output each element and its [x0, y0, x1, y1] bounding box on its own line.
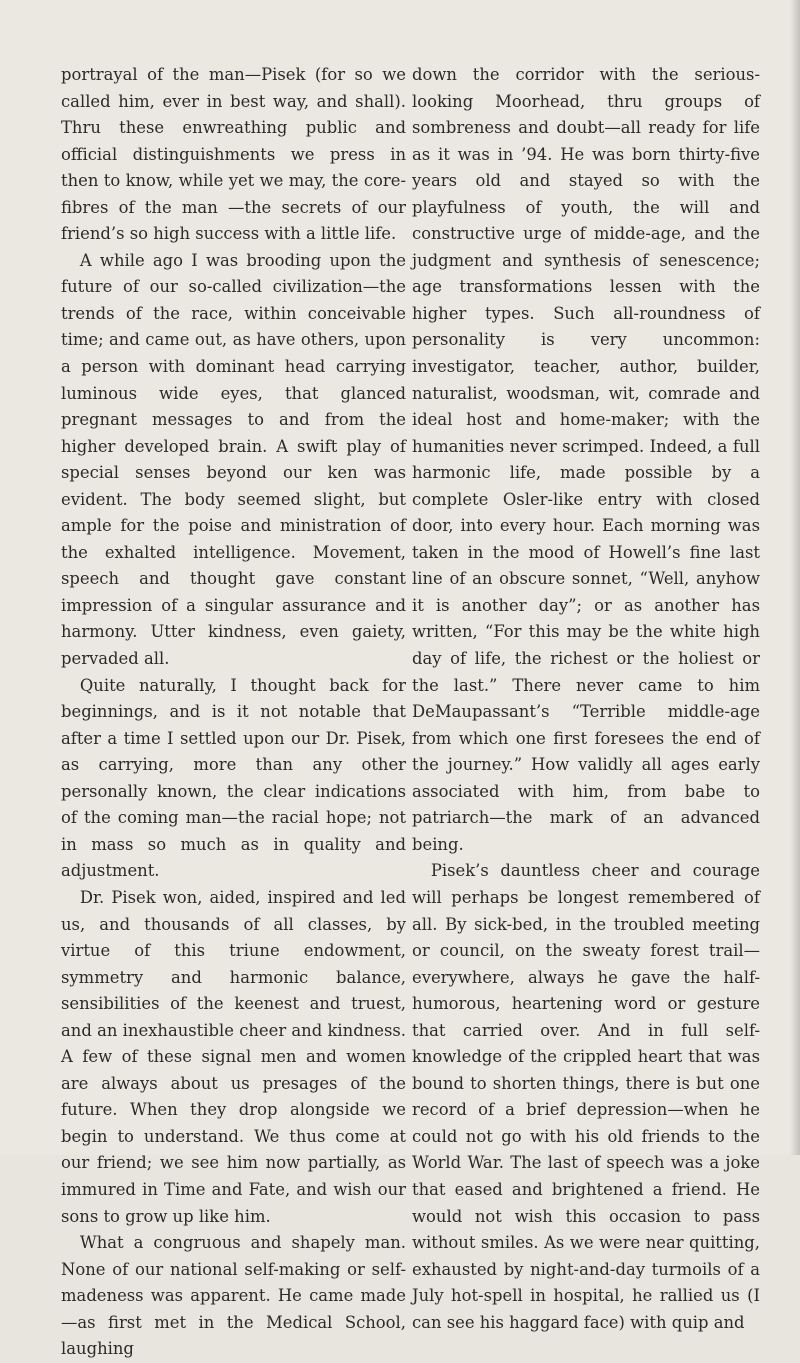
- paragraph: portrayal of the man—Pisek (for so we called him, ever in best way, and shall). Thru these enwreathing public and official distinguishments we press in then to know, while yet we may, the core-fibres of the man —the secrets of our friend’s so high success with a little life.: [61, 65, 406, 244]
- paragraph: down the corridor with the serious-looking Moorhead, thru groups of sombreness and doubt—all ready for life as it was in ’94. He was born thirty-five years old and stayed so with the playfulness of youth, the will and constructive urge of midde-age, and the judgment and synthesis of senescence; age transformations lessen with the higher types. Such all-roundness of personality is very uncommon: investigator, teacher, author, builder, naturalist, woodsman, wit, comrade and ideal host and home-maker; with the humanities never scrimped. Indeed, a full harmonic life, made possible by a complete Osler-like entry with closed door, into every hour. Each morning was taken in the mood of Howell’s fine last line of an obscure sonnet, “Well, anyhow it is another day”; or as another has written, “For this may be the white high day of life, the richest or the holiest or the last.” There never came to him DeMaupassant’s “Terrible middle-age from which one first foresees the end of the journey.” How validly all ages early associated with him, from babe to patriarch—the mark of an advanced being.: [412, 65, 760, 854]
- right-column: [412, 62, 760, 1336]
- paragraph: Dr. Pisek won, aided, inspired and led us, and thousands of all classes, by virtue of this triune endowment, symmetry and harmonic balance, sensibilities of the keenest and truest, and an inexhaustible cheer and kindness. A few of these signal men and women are always about us presages of the future. When they drop alongside we begin to understand. We thus come at our friend; we see him now partially, as immured in Time and Fate, and wish our sons to grow up like him.: [61, 887, 406, 1226]
- paragraph: Quite naturally, I thought back for beginnings, and is it not notable that after a time I settled upon our Dr. Pisek, as carrying, more than any other personally known, the clear indications of the coming man—the racial hope; not in mass so much as in quality and adjustment.: [61, 675, 406, 881]
- paragraph: What a congruous and shapely man. None of our national self-making or self-madeness was apparent. He came made—as first met in the Medical School, laughing: [61, 1233, 406, 1359]
- paragraph: A while ago I was brooding upon the future of our so-called civilization—the trends of the race, within conceivable time; and came out, as have others, upon a person with dominant head carrying luminous wide eyes, that glanced pregnant messages to and from the higher developed brain. A swift play of special senses beyond our ken was evident. The body seemed slight, but ample for the poise and ministration of the exhalted intelligence. Movement, speech and thought gave constant impression of a singular assurance and harmony. Utter kindness, even gaiety, pervaded all.: [61, 250, 406, 669]
- page-edge-shadow: [790, 0, 800, 1155]
- paragraph: Pisek’s dauntless cheer and courage will perhaps be longest remembered of all. By sick-bed, in the troubled meeting or council, on the sweaty forest trail—everywhere, always he gave the half-humorous, heartening word or gesture that carried over. And in full self-knowledge of the crippled heart that was bound to shorten things, there is but one record of a brief depression—when he could not go with his old friends to the World War. The last of speech was a joke that eased and brightened a friend. He would not wish this occasion to pass without smiles. As we were near quitting, exhausted by night-and-day turmoils of a July hot-spell in hospital, he rallied us (I can see his haggard face) with quip and: [412, 861, 760, 1332]
- left-column: [61, 62, 406, 1363]
